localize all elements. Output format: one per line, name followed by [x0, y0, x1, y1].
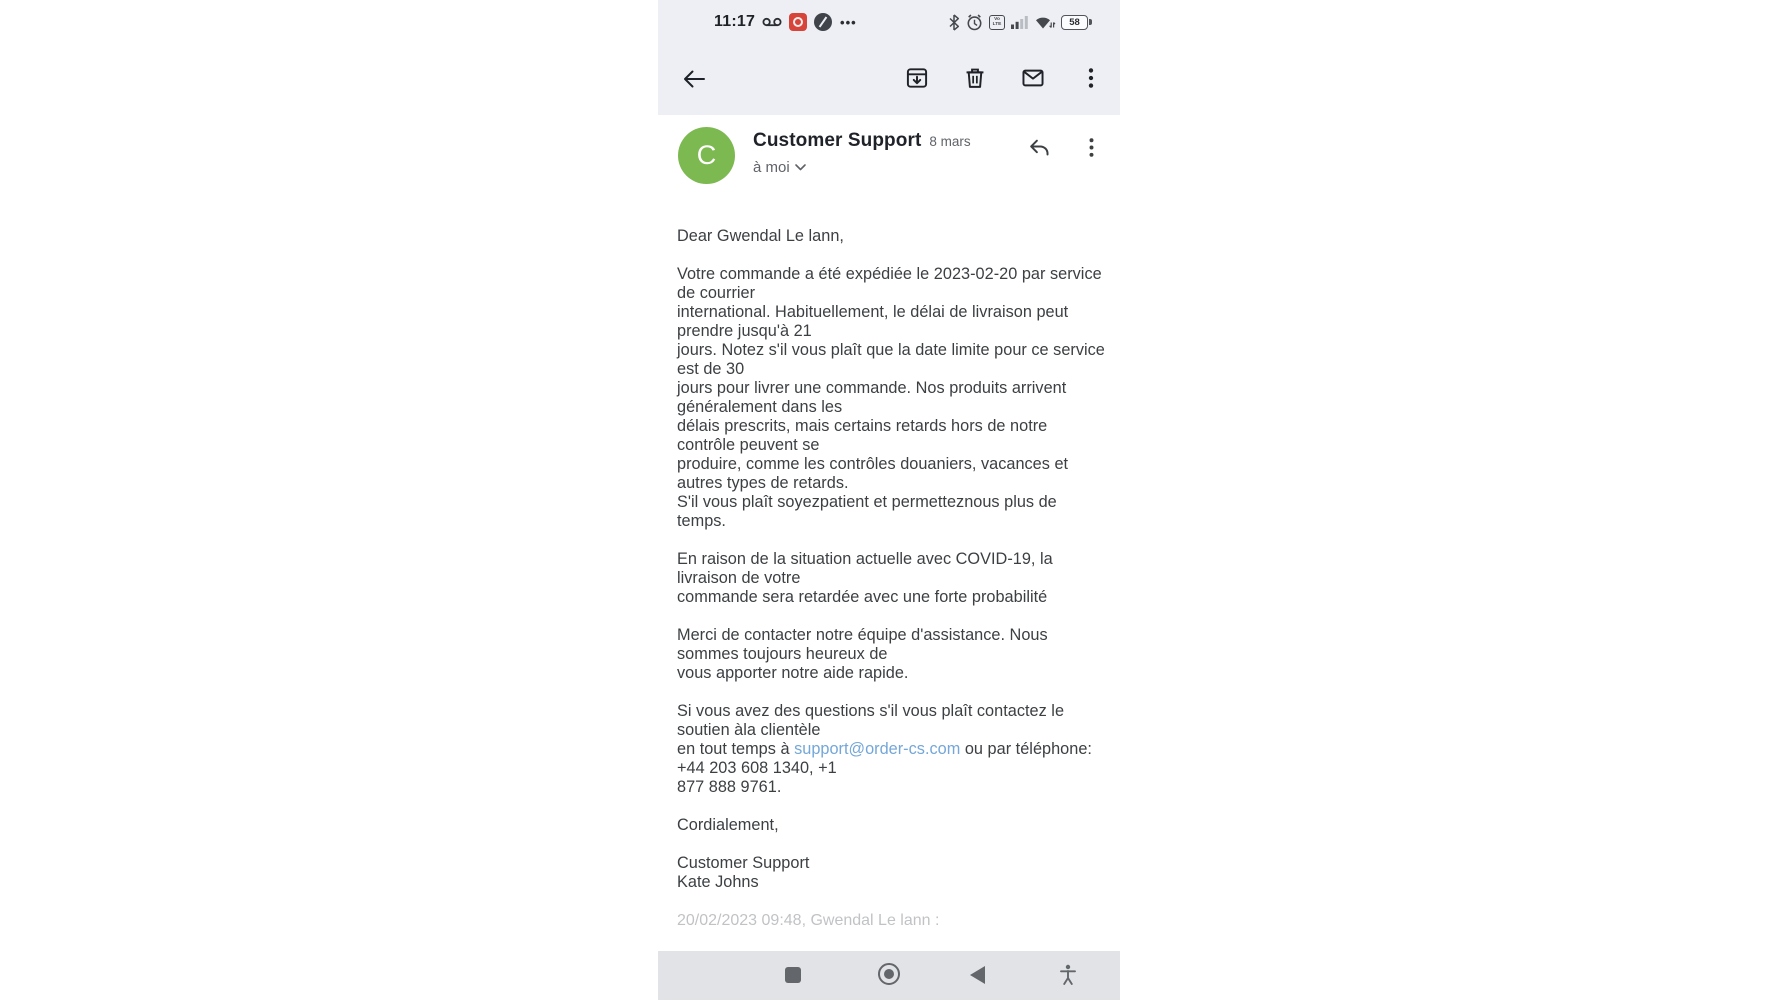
- top-band: [658, 0, 1120, 115]
- back-triangle-icon[interactable]: [970, 966, 985, 984]
- body-line: Votre commande a été expédiée le 2023-02-20 par service: [677, 265, 1102, 283]
- battery-percent: 58: [1061, 15, 1088, 30]
- recipient-row[interactable]: [753, 159, 1027, 176]
- body-paragraph: [677, 550, 1118, 607]
- body-paragraph: [677, 227, 1118, 246]
- toolbar-actions: [904, 65, 1104, 91]
- body-line: généralement dans les: [677, 398, 843, 416]
- body-line: En raison de la situation actuelle avec COVID-19, la: [677, 550, 1053, 568]
- body-paragraph: [677, 854, 1118, 892]
- body-line: jours pour livrer une commande. Nos produits arrivent: [677, 379, 1067, 397]
- body-line: Customer Support: [677, 854, 810, 872]
- overflow-ellipsis-icon: •••: [840, 14, 857, 30]
- bluetooth-icon: [948, 14, 960, 31]
- body-line: Merci de contacter notre équipe d'assistance. Nous: [677, 626, 1048, 644]
- body-line: S'il vous plaît soyezpatient et permetteznous plus de: [677, 493, 1057, 511]
- status-bar-left: [714, 13, 857, 31]
- alarm-icon: [966, 14, 983, 31]
- body-paragraph: [677, 702, 1118, 797]
- body-line: international. Habituellement, le délai de livraison peut: [677, 303, 1069, 321]
- recents-square-icon[interactable]: [785, 967, 801, 983]
- recipient-label: à moi: [753, 159, 790, 176]
- clock-time: 11:17: [714, 13, 756, 30]
- delete-icon[interactable]: [962, 65, 988, 91]
- body-paragraph: [677, 626, 1118, 683]
- more-options-icon[interactable]: [1079, 135, 1104, 160]
- body-line: commande sera retardée avec une forte probabilité: [677, 588, 1048, 606]
- red-app-icon: [789, 13, 807, 31]
- wifi-icon: [1035, 15, 1055, 30]
- body-line: soutien àla clientèle: [677, 721, 821, 739]
- body-line: sommes toujours heureux de: [677, 645, 888, 663]
- body-line: délais prescrits, mais certains retards hors de notre: [677, 417, 1048, 435]
- body-line: Kate Johns: [677, 873, 759, 891]
- email-address-link[interactable]: support@order-cs.com: [794, 740, 961, 758]
- body-line: en tout temps à support@order-cs.com ou par téléphone:: [677, 740, 1092, 758]
- body-line: vous apporter notre aide rapide.: [677, 664, 909, 682]
- body-line: est de 30: [677, 360, 745, 378]
- archive-icon[interactable]: [904, 65, 930, 91]
- status-bar-right: [948, 14, 1092, 31]
- sender-name: Customer Support: [753, 130, 922, 151]
- accessibility-icon[interactable]: [1058, 964, 1078, 986]
- voicemail-icon: [762, 15, 782, 29]
- header-actions: [1027, 135, 1104, 160]
- home-circle-icon[interactable]: [878, 963, 900, 985]
- body-paragraph: [677, 265, 1118, 531]
- body-paragraph: [677, 816, 1118, 835]
- body-line: temps.: [677, 512, 726, 530]
- body-line: Cordialement,: [677, 816, 779, 834]
- signal-icon: [1011, 15, 1029, 29]
- email-header-text[interactable]: [753, 127, 1027, 176]
- status-bar: [658, 8, 1120, 36]
- back-arrow-icon[interactable]: [680, 65, 708, 93]
- body-line: livraison de votre: [677, 569, 801, 587]
- body-line: contrôle peuvent se: [677, 436, 820, 454]
- more-options-icon[interactable]: [1078, 65, 1104, 91]
- avatar[interactable]: C: [678, 127, 735, 184]
- body-line: autres types de retards.: [677, 474, 849, 492]
- play-protect-icon: [814, 13, 832, 31]
- body-line: Si vous avez des questions s'il vous plaît contactez le: [677, 702, 1065, 720]
- email-header: [678, 127, 1108, 184]
- body-line: +44 203 608 1340, +1: [677, 759, 837, 777]
- toolbar: [658, 52, 1120, 104]
- mail-icon[interactable]: [1020, 65, 1046, 91]
- reply-icon[interactable]: [1027, 135, 1052, 160]
- clipped-quoted-text: 20/02/2023 09:48, Gwendal Le lann :: [677, 912, 940, 929]
- body-line: Dear Gwendal Le lann,: [677, 227, 844, 245]
- android-nav-bar: [658, 951, 1120, 1000]
- body-line: jours. Notez s'il vous plaît que la date limite pour ce service: [677, 341, 1105, 359]
- body-line: de courrier: [677, 284, 756, 302]
- body-line: produire, comme les contrôles douaniers, vacances et: [677, 455, 1069, 473]
- chevron-down-icon: [795, 164, 806, 171]
- phone-screen: [658, 0, 1120, 1000]
- body-line: prendre jusqu'à 21: [677, 322, 812, 340]
- email-date: 8 mars: [929, 134, 971, 149]
- battery-icon: [1061, 15, 1092, 30]
- email-body: [677, 227, 1118, 929]
- volte-icon: Vo LTE: [989, 15, 1005, 30]
- body-line: 877 888 9761.: [677, 778, 782, 796]
